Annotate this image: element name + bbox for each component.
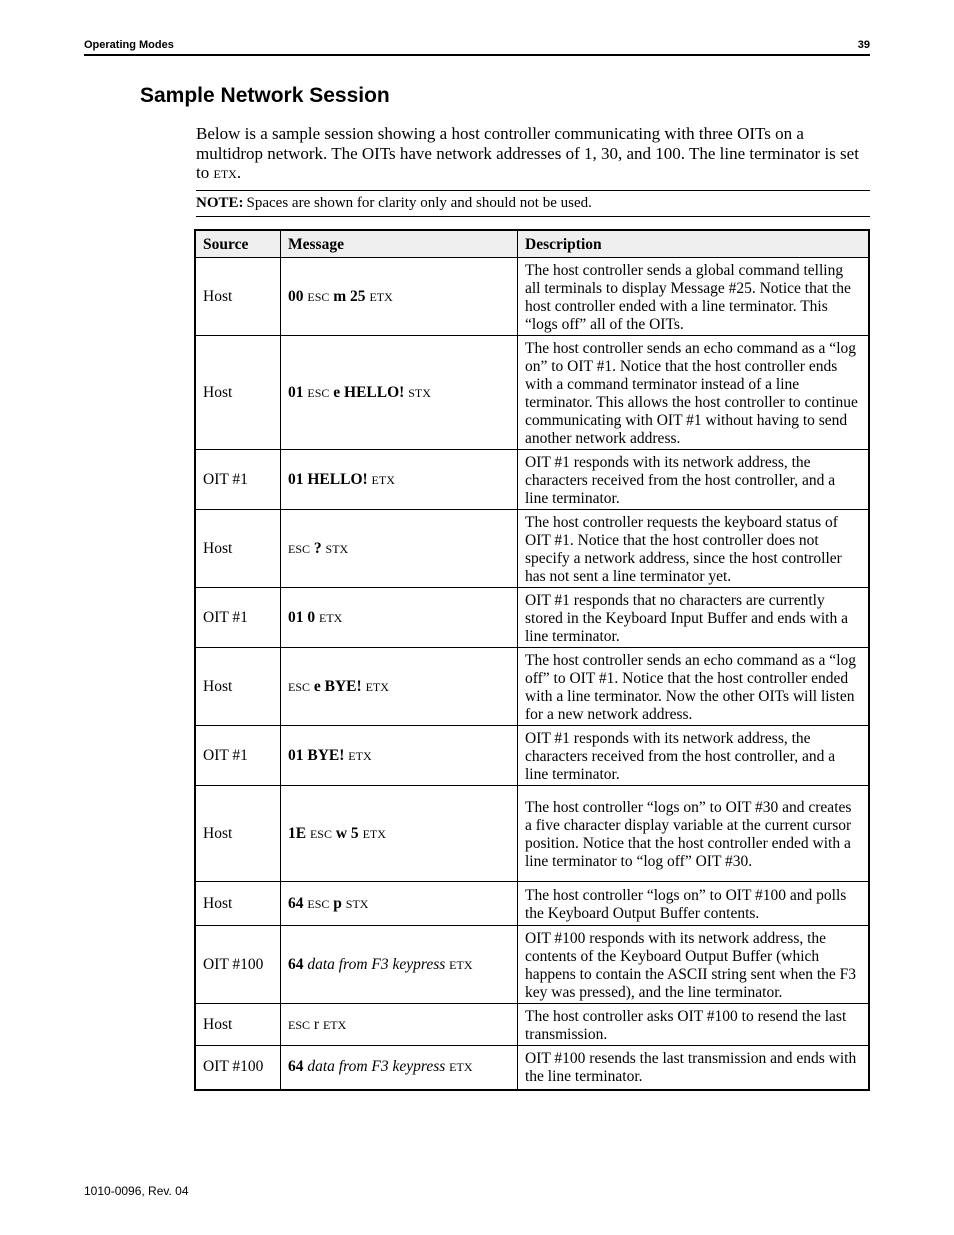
message-token: ESC [288, 541, 311, 556]
message-token: p [333, 894, 342, 912]
session-table-body [195, 258, 869, 1090]
header-source: Source [195, 230, 281, 258]
message-token: e HELLO! [333, 383, 405, 401]
table-row [195, 510, 869, 588]
message-token: STX [345, 896, 369, 911]
row-source: OIT #1 [195, 450, 281, 510]
message-token: 64 [288, 894, 304, 912]
table-row [195, 882, 869, 926]
table-row [195, 1046, 869, 1090]
note-box [196, 190, 870, 217]
message-token: ESC [307, 289, 330, 304]
table-row [195, 336, 869, 450]
row-message [281, 882, 518, 926]
row-source: OIT #1 [195, 588, 281, 648]
table-row [195, 450, 869, 510]
page-header [84, 38, 870, 56]
message-token: ESC [307, 385, 330, 400]
row-description: OIT #100 resends the last transmission and ends with the line terminator. [518, 1046, 870, 1090]
row-source: Host [195, 648, 281, 726]
row-message [281, 258, 518, 336]
row-source: Host [195, 258, 281, 336]
message-token: ESC [288, 1017, 311, 1032]
message-token: 64 [288, 955, 304, 973]
message-token: ESC [307, 896, 330, 911]
message-token: ? [313, 539, 322, 557]
row-description: OIT #1 responds that no characters are currently stored in the Keyboard Input Buffer and ends with a line terminator. [518, 588, 870, 648]
message-token: r [313, 1015, 320, 1033]
section-running-title: Operating Modes [84, 39, 174, 51]
row-description: The host controller sends an echo command as a “log off” to OIT #1. Notice that the host controller ended with a line terminator. Now the other OITs will listen for a new network address. [518, 648, 870, 726]
message-token: ETX [319, 610, 343, 625]
row-description: OIT #100 responds with its network address, the contents of the Keyboard Output Buffer (which happens to contain the ASCII string sent when the F3 key was pressed), and the line terminator. [518, 926, 870, 1004]
page-number: 39 [857, 39, 870, 51]
intro-paragraph [196, 124, 872, 185]
intro-terminator: ETX [213, 167, 237, 181]
table-row [195, 588, 869, 648]
message-token: ETX [348, 748, 372, 763]
message-token: ESC [288, 679, 311, 694]
row-description: The host controller sends an echo command as a “log on” to OIT #1. Notice that the host controller ends with a command terminator instead of a line terminator. This allows the host controller to continue communicating with OIT #1 without having to send another network address. [518, 336, 870, 450]
row-description: OIT #1 responds with its network address, the characters received from the host controller, and a line terminator. [518, 726, 870, 786]
row-source: Host [195, 882, 281, 926]
message-token: STX [408, 385, 431, 400]
message-token: 00 [288, 287, 304, 305]
row-message [281, 648, 518, 726]
header-description: Description [518, 230, 870, 258]
row-description: OIT #1 responds with its network address, the characters received from the host controller, and a line terminator. [518, 450, 870, 510]
row-source: Host [195, 336, 281, 450]
row-description: The host controller requests the keyboard status of OIT #1. Notice that the host controller does not specify a network address, since the host controller has not sent a line terminator yet. [518, 510, 870, 588]
message-token: 1E [288, 824, 307, 842]
row-message [281, 1046, 518, 1090]
header-message: Message [281, 230, 518, 258]
message-token: 01 [288, 383, 304, 401]
row-message [281, 786, 518, 882]
row-message [281, 336, 518, 450]
row-source: OIT #100 [195, 1046, 281, 1090]
message-token: m 25 [333, 287, 366, 305]
message-token: e BYE! [313, 677, 362, 695]
row-source: Host [195, 510, 281, 588]
message-token: ETX [362, 826, 386, 841]
intro-text: Below is a sample session showing a host controller communicating with three OITs on a multidrop network. The OITs have network addresses of 1, 30, and 100. The line terminator is set to [196, 124, 859, 182]
intro-end: . [236, 163, 242, 182]
row-source: OIT #100 [195, 926, 281, 1004]
document-number: 1010-0096, Rev. 04 [84, 1184, 189, 1198]
note-text: Spaces are shown for clarity only and should not be used. [246, 195, 592, 211]
table-row [195, 786, 869, 882]
row-source: Host [195, 786, 281, 882]
row-message [281, 926, 518, 1004]
message-token: ETX [369, 289, 393, 304]
row-description: The host controller “logs on” to OIT #30 and creates a five character display variable at the current cursor position. Notice that the host controller ended with a line terminator to “log off” OIT #30. [518, 786, 870, 882]
message-token: data from F3 keypress [307, 955, 446, 973]
table-row [195, 926, 869, 1004]
message-token: STX [325, 541, 349, 556]
row-description: The host controller “logs on” to OIT #100 and polls the Keyboard Output Buffer contents. [518, 882, 870, 926]
message-token: 01 HELLO! [288, 470, 368, 488]
message-token: ESC [309, 826, 332, 841]
row-source: OIT #1 [195, 726, 281, 786]
table-row [195, 1004, 869, 1046]
message-token: ETX [322, 1017, 347, 1032]
message-token: ETX [371, 472, 395, 487]
row-message [281, 588, 518, 648]
row-source: Host [195, 1004, 281, 1046]
section-title: Sample Network Session [140, 84, 390, 107]
message-token: 01 0 [288, 608, 316, 626]
row-description: The host controller sends a global command telling all terminals to display Message #25. Notice that the host controller ended with a line terminator. This “logs off” all of the OITs. [518, 258, 870, 336]
message-token: ETX [449, 957, 473, 972]
session-table [194, 229, 870, 1091]
row-message [281, 510, 518, 588]
message-token: data from F3 keypress [307, 1058, 446, 1076]
row-description: The host controller asks OIT #100 to resend the last transmission. [518, 1004, 870, 1046]
table-row [195, 726, 869, 786]
row-message [281, 726, 518, 786]
message-token: w 5 [335, 824, 359, 842]
message-token: ETX [449, 1060, 473, 1075]
row-message [281, 450, 518, 510]
message-token: ETX [365, 679, 389, 694]
table-row [195, 648, 869, 726]
table-row [195, 258, 869, 336]
row-message [281, 1004, 518, 1046]
message-token: 64 [288, 1058, 304, 1076]
message-token: 01 BYE! [288, 746, 345, 764]
table-header-row [195, 230, 869, 258]
note-label: NOTE: [196, 195, 244, 211]
